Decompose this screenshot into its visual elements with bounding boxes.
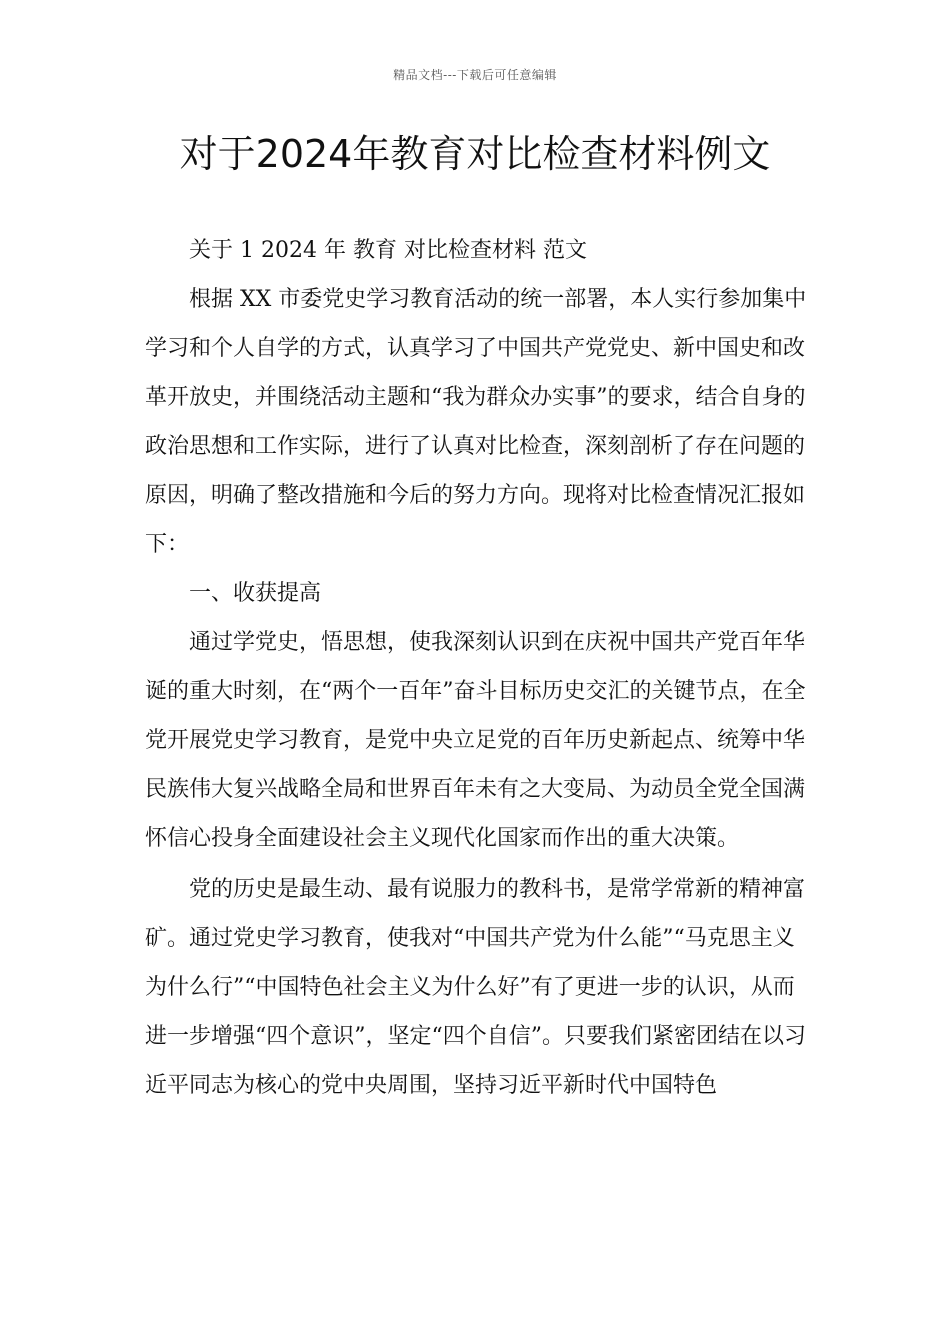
paragraph-intro: 根据 XX 市委党史学习教育活动的统一部署，本人实行参加集中学习和个人自学的方式，认真学习了中国共产党党史、新中国史和改革开放史，并围绕活动主题和“我为群众办实事”的要求，结合自身的政治思想和工作实际，进行了认真对比检查，深刻剖析了存在问题的原因，明确了整改措施和今后的努力方向。现将对比检查情况汇报如下： [145,287,807,557]
paragraph-subtitle: 关于 1 2024 年 教育 对比检查材料 范文 [189,238,587,263]
page-header: 精品文档---下载后可任意编辑 [393,68,557,82]
paragraph-body-1: 通过学党史，悟思想，使我深刻认识到在庆祝中国共产党百年华诞的重大时刻，在“两个一百年”奋斗目标历史交汇的关键节点，在全党开展党史学习教育，是党中央立足党的百年历史新起点、统筹中华民族伟大复兴战略全局和世界百年未有之大变局、为动员全党全国满怀信心投身全面建设社会主义现代化国家而作出的重大决策。 [145,630,806,851]
document-body [145,226,807,1110]
paragraph-body-2: 党的历史是最生动、最有说服力的教科书，是常学常新的精神富矿。通过党史学习教育，使我对“中国共产党为什么能”“马克思主义为什么行”“中国特色社会主义为什么好”有了更进一步的认识，从而进一步增强“四个意识”，坚定“四个自信”。只要我们紧密团结在以习近平同志为核心的党中央周围，坚持习近平新时代中国特色 [145,877,806,1098]
document-title: 对于2024年教育对比检查材料例文 [179,132,771,176]
section-heading: 一、收获提高 [189,581,322,606]
